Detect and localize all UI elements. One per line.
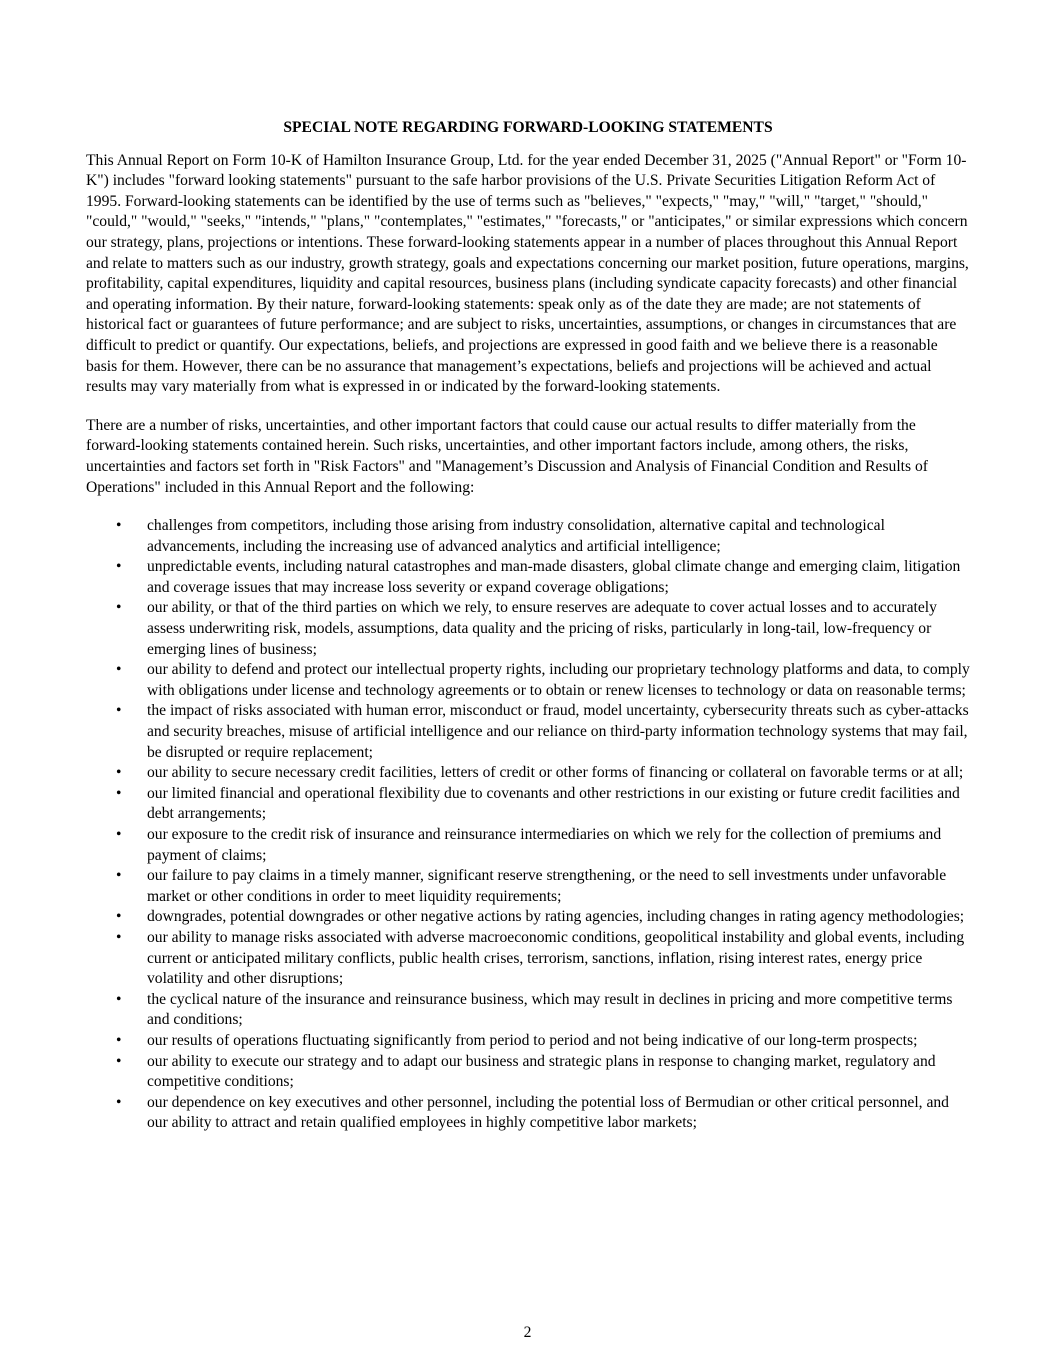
list-item — [86, 928, 970, 990]
list-item-text: the impact of risks associated with human error, misconduct or fraud, model uncertainty, cybersecurity threats such as cyber-attacks and security breaches, misuse of artificial intelligence and our reliance on third-party information technology systems that may fail, be disrupted or require replacement; — [147, 702, 969, 761]
list-item-text: our ability to execute our strategy and to adapt our business and strategic plans in response to changing market, regulatory and competitive conditions; — [147, 1052, 936, 1091]
bullet-icon: • — [116, 826, 122, 843]
list-item — [86, 1031, 970, 1052]
list-item-text: our ability to defend and protect our intellectual property rights, including our proprietary technology platforms and data, to comply with obligations under license and technology agreements or to obtain or renew licenses to technology or data on reasonable terms; — [147, 661, 970, 699]
list-item — [86, 1093, 970, 1134]
bullet-icon: • — [116, 702, 122, 720]
list-item-text: downgrades, potential downgrades or other negative actions by rating agencies, including changes in rating agency methodologies; — [147, 908, 965, 926]
list-item-text: unpredictable events, including natural catastrophes and man-made disasters, global climate change and emerging claim, litigation and coverage issues that may increase loss severity or expand coverage obligations; — [147, 558, 961, 596]
list-item — [86, 866, 970, 907]
list-item-text: the cyclical nature of the insurance and reinsurance business, which may result in declines in pricing and more competitive terms and conditions; — [147, 990, 953, 1029]
bullet-icon: • — [116, 558, 122, 576]
intro-paragraph: This Annual Report on Form 10-K of Hamilton Insurance Group, Ltd. for the year ended December 31, 2025 ("Annual Report" or "Form 10-K") includes "forward looking statements" pursuant to the safe harbor provisions of the U.S. Private Securities Litigation Reform Act of 1995. Forward-looking statements can be identified by the use of terms such as "believes," "expects," "may," "will," "target," "should," "could," "would," "seeks," "intends," "plans," "contemplates," "estimates," "forecasts," or "anticipates," or similar expressions which concern our strategy, plans, projections or intentions. These forward-looking statements appear in a number of places throughout this Annual Report and relate to matters such as our industry, growth strategy, goals and expectations concerning our market position, future operations, margins, profitability, capital expenditures, liquidity and capital resources, business plans (including syndicate capacity forecasts) and other financial and operating information. By their nature, forward-looking statements: speak only as of the date they are made; are not statements of historical fact or guarantees of future performance; and are subject to risks, uncertainties, assumptions, or changes in circumstances that are difficult to predict or quantify. Our expectations, beliefs, and projections are expressed in good faith and we believe there is a reasonable basis for them. However, there can be no assurance that management’s expectations, beliefs and projections will be achieved and actual results may vary materially from what is expressed in or indicated by the forward-looking statements. — [86, 151, 969, 396]
page-number: 2 — [523, 1324, 532, 1341]
bullet-icon: • — [116, 599, 122, 617]
list-item-text: our results of operations fluctuating significantly from period to period and not being indicative of our long-term prospects; — [147, 1031, 918, 1049]
bullet-icon: • — [116, 990, 122, 1008]
bullet-icon: • — [116, 1031, 122, 1049]
list-item — [86, 990, 970, 1031]
bullet-icon: • — [116, 867, 122, 885]
list-item — [86, 825, 970, 866]
list-item — [86, 701, 970, 763]
list-item-text: our ability to manage risks associated with adverse macroeconomic conditions, geopolitical instability and global events, including current or anticipated military conflicts, public health crises, terrorism, sanctions, inflation, rising interest rates, energy price volatility and other disruptions; — [147, 928, 965, 988]
list-item-text: our exposure to the credit risk of insurance and reinsurance intermediaries on which we rely for the collection of premiums and payment of claims; — [147, 826, 942, 864]
risk-factors-paragraph: There are a number of risks, uncertainties, and other important factors that could cause our actual results to differ materially from the forward-looking statements contained herein. Such risks, uncertainties, and other important factors include, among others, the risks, uncertainties and factors set forth in "Risk Factors" and "Management’s Discussion and Analysis of Financial Condition and Results of Operations" included in this Annual Report and the following: — [86, 416, 928, 496]
list-item-text: our ability, or that of the third parties on which we rely, to ensure reserves are adequate to cover actual losses and to accurately assess underwriting risk, models, assumptions, data quality and the pricing of risks, particularly in long-tail, low-frequency or emerging lines of business; — [147, 599, 937, 658]
list-item-text: challenges from competitors, including those arising from industry consolidation, alternative capital and technological advancements, including the increasing use of advanced analytics and artificial intelligence; — [147, 517, 885, 555]
bullet-icon: • — [116, 661, 122, 679]
list-item — [86, 1052, 970, 1093]
bullet-icon: • — [116, 1052, 122, 1070]
bullet-icon: • — [116, 908, 122, 926]
document-page — [86, 118, 970, 1134]
section-heading: SPECIAL NOTE REGARDING FORWARD-LOOKING STATEMENTS — [283, 119, 773, 136]
bullet-icon: • — [116, 517, 122, 535]
bullet-icon: • — [116, 784, 122, 802]
list-item-text: our limited financial and operational flexibility due to covenants and other restrictions in our existing or future credit facilities and debt arrangements; — [147, 784, 960, 823]
list-item-text: our ability to secure necessary credit facilities, letters of credit or other forms of financing or collateral on favorable terms or at all; — [147, 764, 964, 782]
list-item — [86, 660, 970, 701]
bullet-icon: • — [116, 928, 122, 946]
list-item — [86, 557, 970, 598]
bullet-icon: • — [116, 764, 122, 782]
list-item — [86, 784, 970, 825]
list-item — [86, 763, 970, 784]
bullet-icon: • — [116, 1093, 122, 1111]
list-item — [86, 907, 970, 928]
list-item — [86, 598, 970, 660]
risk-factor-list — [86, 516, 970, 1134]
list-item — [86, 516, 970, 557]
list-item-text: our dependence on key executives and other personnel, including the potential loss of Bermudian or other critical personnel, and our ability to attract and retain qualified employees in highly competitive labor markets; — [147, 1093, 949, 1132]
list-item-text: our failure to pay claims in a timely manner, significant reserve strengthening, or the need to sell investments under unfavorable market or other conditions in order to meet liquidity requirements; — [147, 867, 947, 905]
